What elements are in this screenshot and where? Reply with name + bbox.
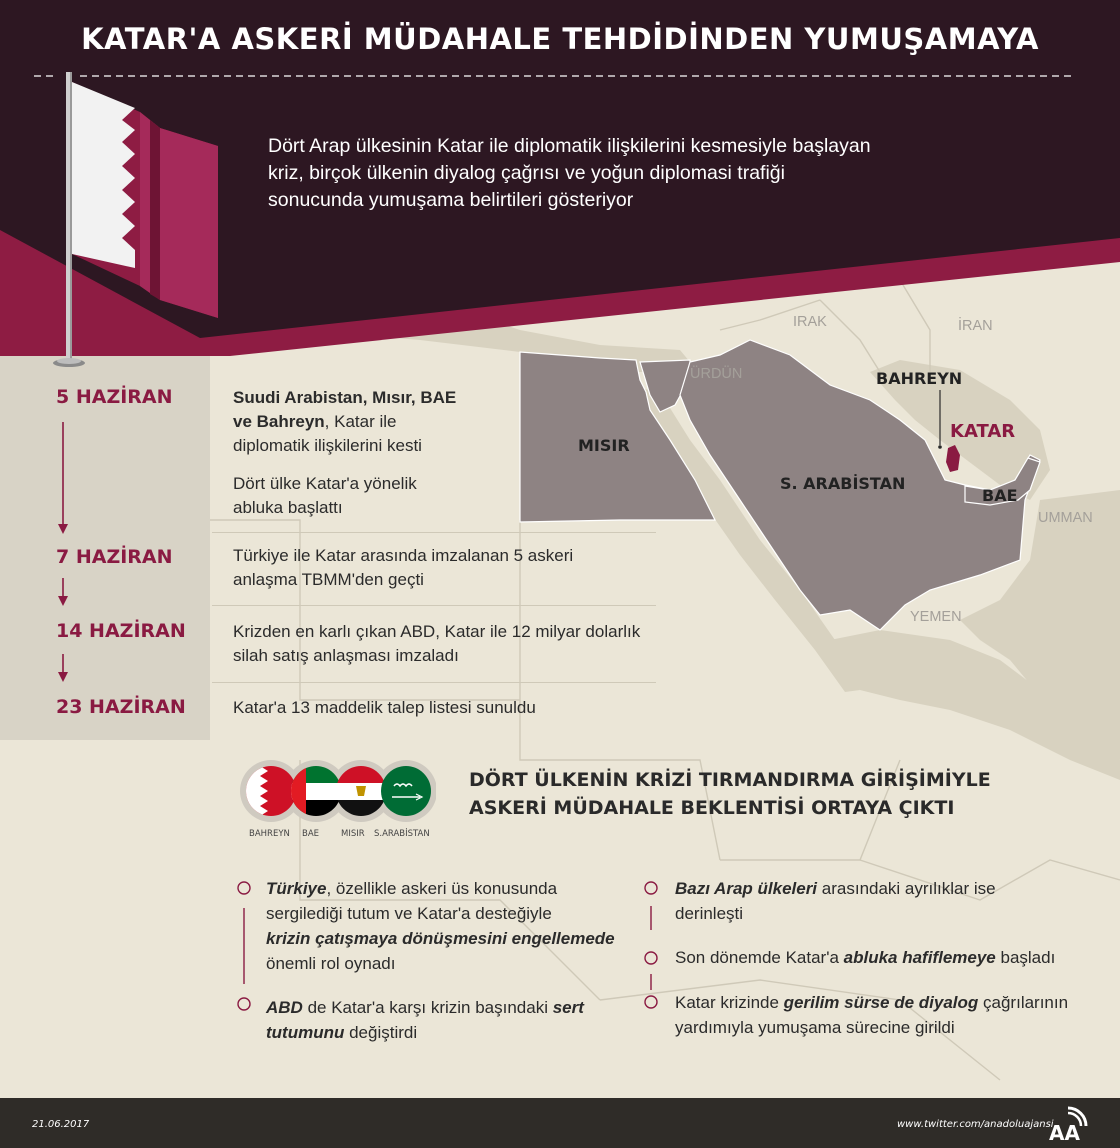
map-label-iran: İRAN — [958, 318, 993, 334]
bullet-emph: tutumunu — [266, 1023, 345, 1042]
timeline-event — [233, 386, 653, 520]
bullet-item — [675, 945, 1055, 970]
bullet-text: yardımıyla yumuşama sürecine girildi — [675, 1018, 955, 1037]
event-text: Krizden en karlı çıkan ABD, Katar ile 12 milyar dolarlık — [233, 622, 641, 641]
page-title: KATAR'A ASKERİ MÜDAHALE TEHDİDİNDEN YUMUŞAMAYA — [81, 22, 1039, 56]
bullet-emph: abluka hafiflemeye — [843, 948, 996, 967]
map-label-bahreyn: BAHREYN — [876, 369, 963, 388]
event-text: Katar'a 13 maddelik talep listesi sunuldu — [233, 698, 536, 717]
map-label-urdun: ÜRDÜN — [690, 366, 743, 382]
bullet-text: sergilediği tutum ve Katar'a desteğiyle — [266, 904, 552, 923]
aa-logo-text: AA — [1049, 1121, 1080, 1142]
map-label-yemen: YEMEN — [910, 609, 962, 625]
footer-date: 21.06.2017 — [32, 1119, 90, 1130]
bullet-text: başladı — [995, 948, 1056, 967]
event-text: abluka başlattı — [233, 498, 343, 517]
map-label-irak: IRAK — [793, 314, 827, 330]
bullet-emph: Türkiye — [266, 879, 327, 898]
intro-line: kriz, birçok ülkenin diyalog çağrısı ve yoğun diplomasi trafiği — [268, 162, 785, 184]
timeline-event — [233, 544, 653, 592]
timeline-date: 14 HAZİRAN — [56, 620, 186, 642]
flag-caption: S.ARABİSTAN — [374, 829, 430, 839]
bullet-text: Son dönemde Katar'a — [675, 948, 844, 967]
bullet-item — [266, 876, 615, 976]
bahrain-flag-icon — [246, 766, 296, 816]
egypt-flag-icon — [336, 766, 386, 816]
flag-caption: BAE — [302, 829, 320, 839]
intro-text — [268, 133, 988, 214]
map-label-bae: BAE — [982, 486, 1018, 505]
bullet-emph: sert — [552, 998, 584, 1017]
timeline-date: 5 HAZİRAN — [56, 386, 173, 408]
intro-line: Dört Arap ülkesinin Katar ile diplomatik ilişkilerini kesmesiyle başlayan — [268, 135, 871, 157]
timeline-event — [233, 620, 653, 668]
saudi-flag-icon — [381, 766, 431, 816]
bullet-text: de Katar'a karşı krizin başındaki — [302, 998, 553, 1017]
flag-caption: MISIR — [341, 829, 365, 839]
heading-line: ASKERİ MÜDAHALE BEKLENTİSİ ORTAYA ÇIKTI — [469, 797, 955, 819]
bullet-emph: gerilim sürse de diyalog — [783, 993, 979, 1012]
divider — [212, 532, 656, 533]
bullet-emph: krizin çatışmaya dönüşmesini engellemede — [266, 929, 615, 948]
map-label-s-arabistan: S. ARABİSTAN — [780, 474, 906, 493]
map-label-katar: KATAR — [950, 421, 1016, 442]
event-text: , Katar ile — [324, 412, 397, 431]
event-text: anlaşma TBMM'den geçti — [233, 570, 424, 589]
bullet-text: derinleşti — [675, 904, 744, 923]
bullet-item — [675, 990, 1068, 1040]
bullet-item — [266, 995, 584, 1045]
section-heading — [469, 766, 991, 822]
divider — [212, 605, 656, 606]
map-label-misir: MISIR — [578, 436, 630, 455]
bullet-text: arasındaki ayrılıklar ise — [817, 879, 996, 898]
bullet-emph: ABD — [266, 998, 303, 1017]
bullet-item — [675, 876, 996, 926]
divider — [212, 682, 656, 683]
event-text: silah satış anlaşması imzaladı — [233, 646, 459, 665]
event-text: Dört ülke Katar'a yönelik — [233, 474, 417, 493]
map-label-umman: UMMAN — [1038, 510, 1093, 526]
event-text: Türkiye ile Katar arasında imzalanan 5 askeri — [233, 546, 574, 565]
bullet-text: , özellikle askeri üs konusunda — [326, 879, 558, 898]
qatar-flag-icon — [40, 68, 240, 378]
intro-line: sonucunda yumuşama belirtileri gösteriyor — [268, 189, 634, 211]
timeline-arrows — [54, 418, 74, 718]
bullet-text: çağrılarının — [978, 993, 1069, 1012]
uae-flag-icon — [291, 766, 341, 816]
timeline-date: 23 HAZİRAN — [56, 696, 186, 718]
event-text: diplomatik ilişkilerini kesti — [233, 436, 422, 455]
bullet-text: Katar krizinde — [675, 993, 784, 1012]
bullet-text: önemli rol oynadı — [266, 954, 396, 973]
timeline-date: 7 HAZİRAN — [56, 546, 173, 568]
event-bold: Suudi Arabistan, Mısır, BAE — [233, 388, 457, 407]
bullet-emph: Bazı Arap ülkeleri — [675, 879, 818, 898]
footer-twitter-link[interactable]: www.twitter.com/anadoluajansi — [897, 1119, 1054, 1130]
bullet-text: değiştirdi — [344, 1023, 418, 1042]
event-bold: ve Bahreyn — [233, 412, 325, 431]
aa-logo-icon — [1046, 1104, 1090, 1142]
flags-row — [236, 758, 436, 828]
flag-caption: BAHREYN — [249, 829, 290, 839]
timeline-event — [233, 696, 653, 720]
heading-line: DÖRT ÜLKENİN KRİZİ TIRMANDIRMA GİRİŞİMİYLE — [469, 769, 991, 791]
